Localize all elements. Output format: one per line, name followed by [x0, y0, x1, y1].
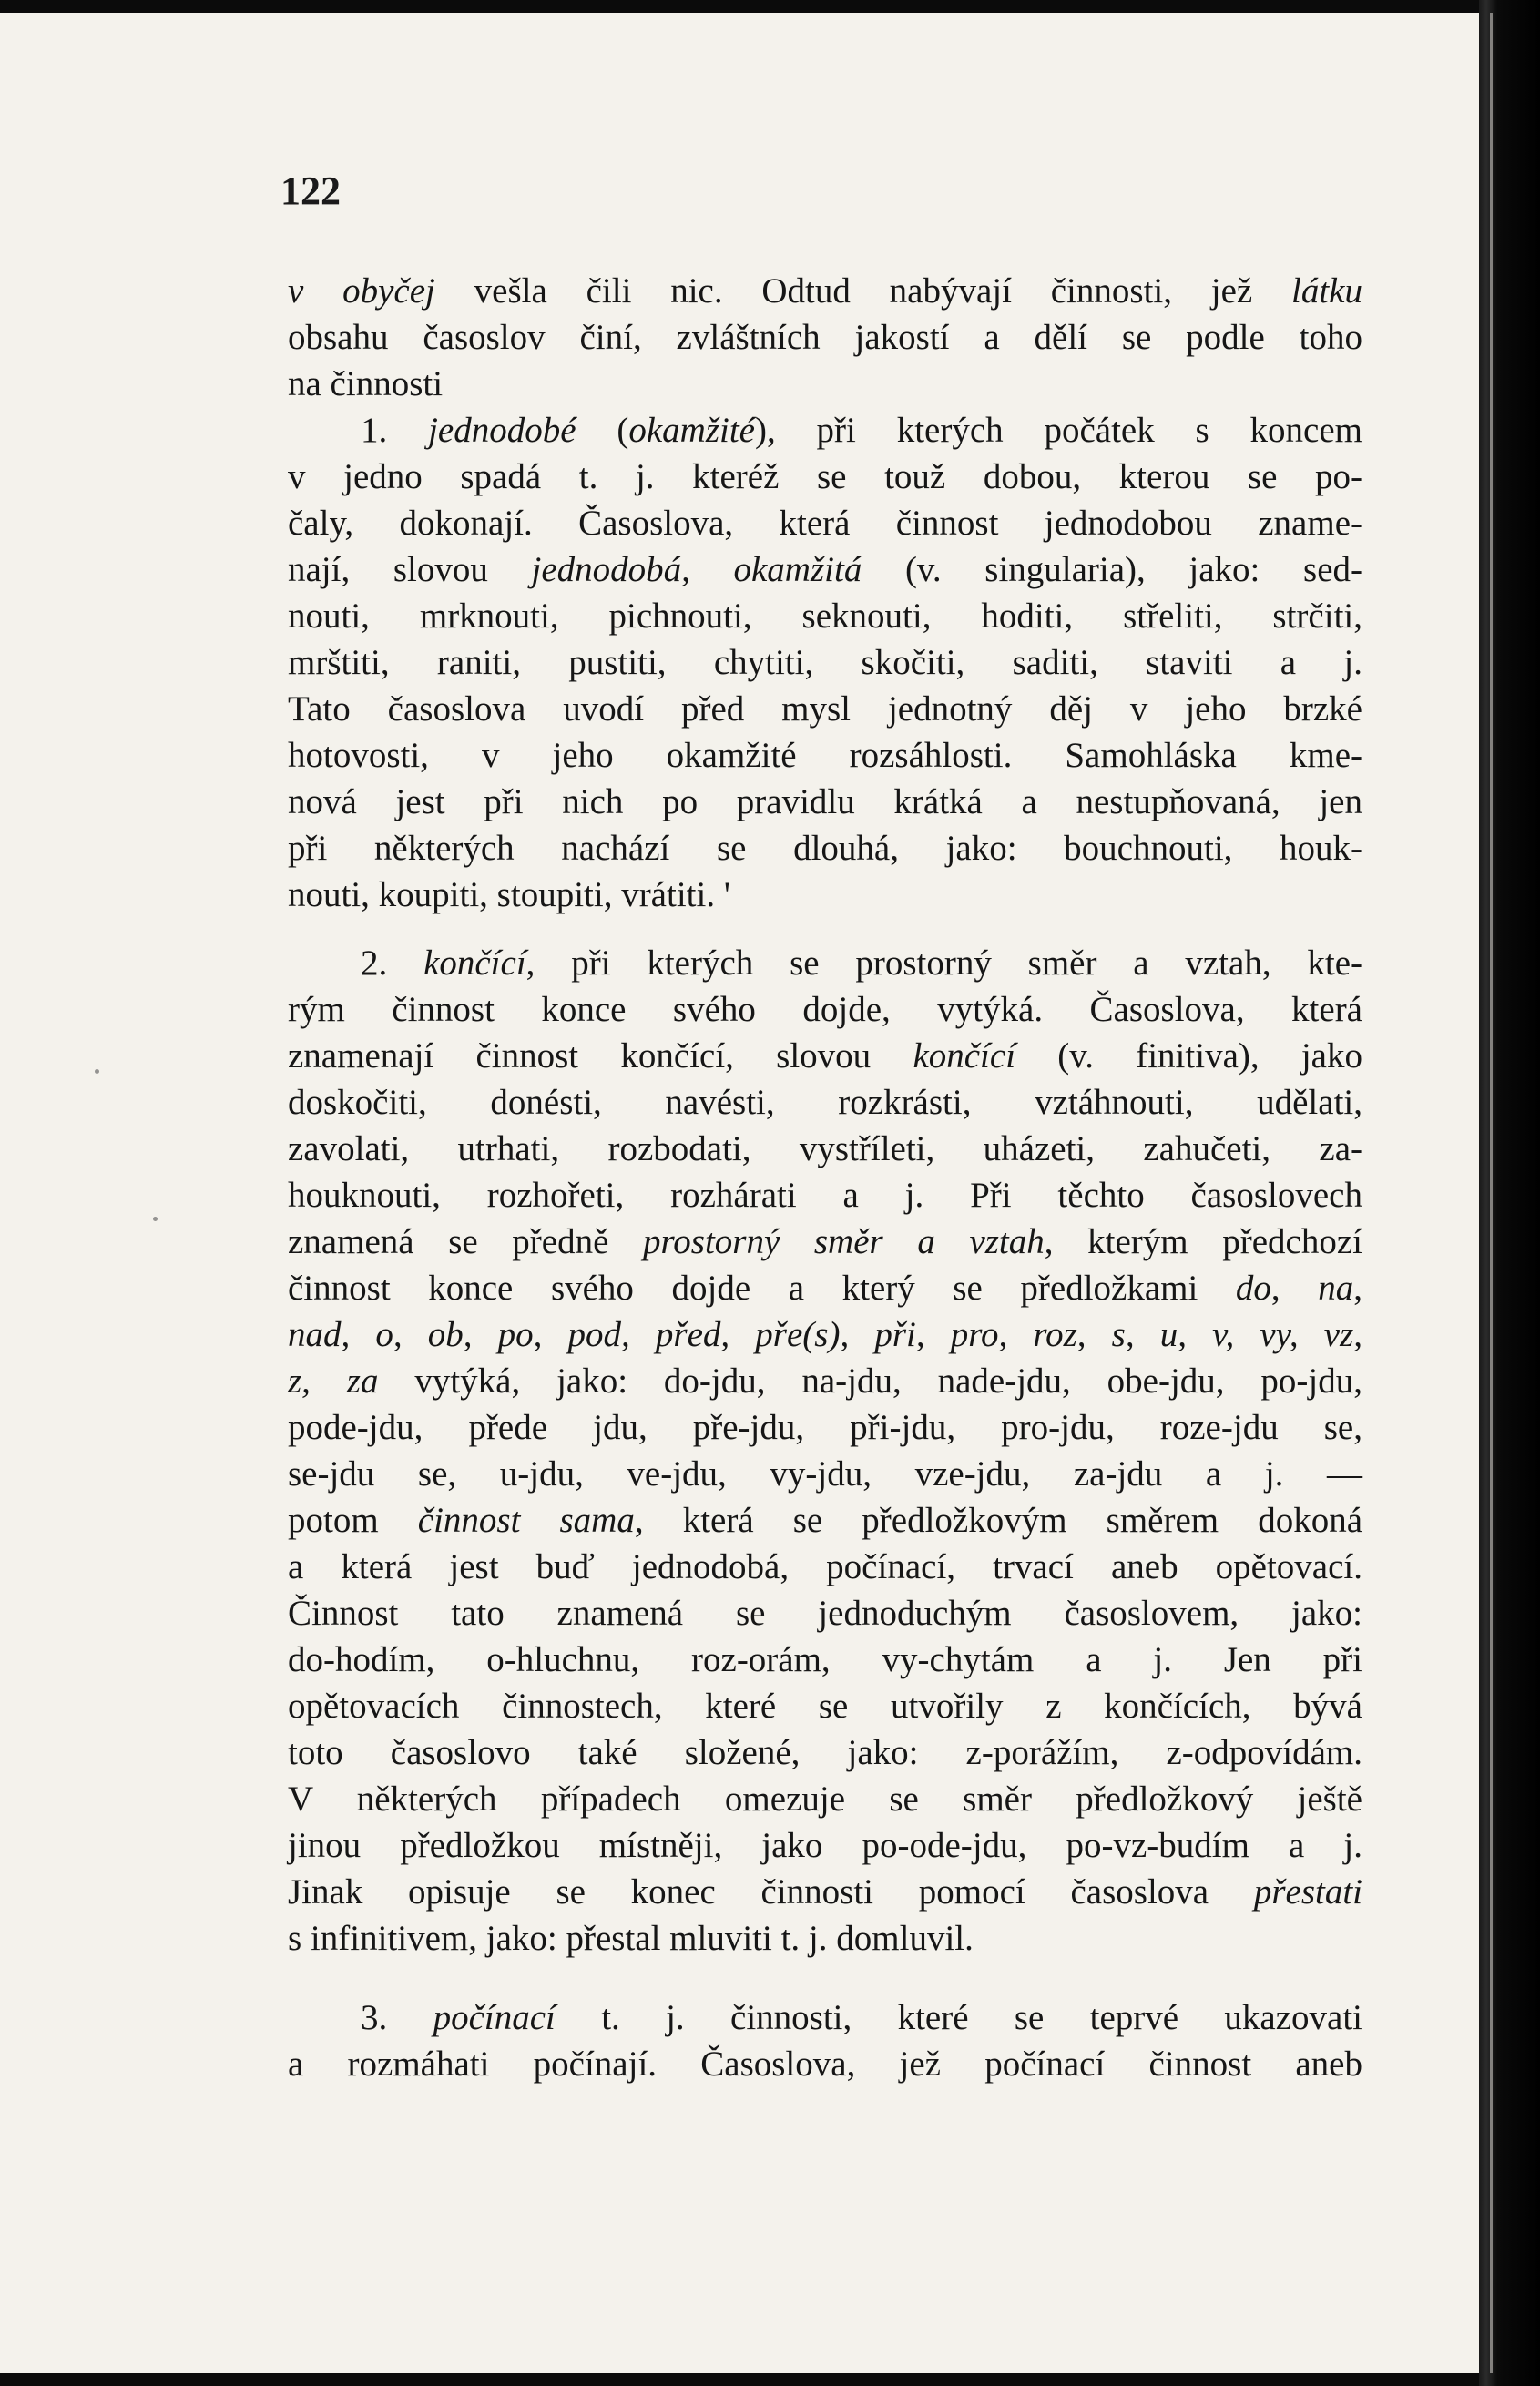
text-run: , — [1270, 1269, 1319, 1308]
text-run: ( — [576, 411, 629, 450]
italic-term: z, za — [288, 1361, 379, 1401]
text-line — [288, 546, 1362, 593]
text-line — [288, 1915, 1362, 1962]
text-line — [288, 1590, 1362, 1637]
text-run: pode-jdu, přede jdu, pře-jdu, při-jdu, pro-jdu, roze-jdu se, — [288, 1408, 1362, 1447]
italic-term: končící — [423, 943, 526, 983]
text-line — [288, 825, 1362, 872]
text-run: , kterým předchozí — [1044, 1222, 1362, 1261]
body-text — [288, 268, 1362, 2087]
text-run: s infinitivem, jako: přestal mluviti t. j. domluvil. — [288, 1919, 974, 1958]
book-page — [0, 13, 1479, 2373]
text-line — [288, 1729, 1362, 1776]
text-run: doskočiti, donésti, navésti, rozkrásti, vztáhnouti, udělati, — [288, 1083, 1362, 1122]
text-run: (v. finitiva), jako — [1015, 1036, 1362, 1076]
italic-term: přestati — [1253, 1872, 1362, 1912]
text-line — [288, 268, 1362, 314]
text-run: t. j. činnosti, které se teprvé ukazovati — [555, 1998, 1363, 2037]
text-run: znamená se předně — [288, 1222, 644, 1261]
text-run: rým činnost konce svého dojde, vytýká. Časoslova, která — [288, 990, 1362, 1029]
text-line — [288, 1126, 1362, 1172]
text-run: vytýká, jako: do-jdu, na-jdu, nade-jdu, obe-jdu, po-jdu, — [378, 1361, 1362, 1401]
text-line — [288, 1358, 1362, 1404]
text-line — [288, 1683, 1362, 1729]
text-line — [288, 1451, 1362, 1497]
italic-term: nad, o, ob, po, pod, před, pře(s), při, pro, roz, s, u, v, vy, vz, — [288, 1315, 1362, 1354]
text-run: , při kterých se prostorný směr a vztah, kte- — [525, 943, 1363, 983]
text-run: do-hodím, o-hluchnu, roz-orám, vy-chytám a j. Jen při — [288, 1640, 1362, 1679]
text-run: na činnosti — [288, 364, 444, 403]
text-line — [288, 1265, 1362, 1311]
page-number: 122 — [280, 168, 341, 213]
text-line — [288, 1311, 1362, 1358]
text-line — [288, 1079, 1362, 1126]
scan-speck — [153, 1217, 158, 1221]
text-run: obsahu časoslov činí, zvláštních jakostí a dělí se podle toho — [288, 318, 1362, 357]
text-run: činnost konce svého dojde a který se předložkami — [288, 1269, 1236, 1308]
text-run: čaly, dokonají. Časoslova, která činnost jednodobou zname- — [288, 504, 1362, 543]
page-edge-shadow — [1479, 0, 1540, 2386]
text-line — [288, 872, 1362, 918]
italic-term: v obyčej — [288, 271, 435, 311]
text-line — [288, 314, 1362, 361]
text-run: 2. — [361, 943, 424, 983]
italic-term: do — [1235, 1269, 1271, 1308]
text-run: v jedno spadá t. j. kteréž se touž dobou, kterou se po- — [288, 457, 1362, 496]
text-run: Jinak opisuje se konec činnosti pomocí časoslova — [288, 1872, 1254, 1912]
text-line — [288, 1497, 1362, 1544]
text-line — [288, 454, 1362, 500]
text-line — [288, 1404, 1362, 1451]
text-run: se-jdu se, u-jdu, ve-jdu, vy-jdu, vze-jdu, za-jdu a j. — — [288, 1454, 1362, 1494]
text-run: nají, slovou — [288, 550, 532, 589]
text-run: potom — [288, 1501, 418, 1540]
text-run: při některých nachází se dlouhá, jako: bouchnouti, houk- — [288, 829, 1362, 868]
text-line — [288, 593, 1362, 639]
text-line — [288, 732, 1362, 779]
text-run: (v. singularia), jako: sed- — [862, 550, 1362, 589]
text-run: hotovosti, v jeho okamžité rozsáhlosti. Samohláska kme- — [288, 736, 1362, 775]
text-line — [288, 779, 1362, 825]
text-run: a rozmáhati počínají. Časoslova, jež počínací činnost aneb — [288, 2044, 1362, 2084]
italic-term: látku — [1291, 271, 1362, 311]
italic-term: na — [1318, 1269, 1354, 1308]
text-run: znamenají činnost končící, slovou — [288, 1036, 913, 1076]
text-line — [288, 500, 1362, 546]
text-line — [288, 1869, 1362, 1915]
italic-term: prostorný směr a vztah — [643, 1222, 1045, 1261]
italic-term: okamžité — [628, 411, 755, 450]
text-line — [288, 940, 1362, 986]
text-line — [288, 2041, 1362, 2087]
text-run: V některých případech omezuje se směr předložkový ještě — [288, 1779, 1362, 1819]
text-line — [288, 986, 1362, 1033]
text-run: 1. — [361, 411, 429, 450]
text-line — [288, 407, 1362, 454]
italic-term: jednodobá, okamžitá — [531, 550, 862, 589]
text-run: , — [1353, 1269, 1363, 1308]
text-run: vešla čili nic. Odtud nabývají činnosti, jež — [434, 271, 1292, 311]
text-run: Tato časoslova uvodí před mysl jednotný děj v jeho brzké — [288, 689, 1362, 729]
italic-term: počínací — [433, 1998, 556, 2037]
text-line — [288, 1822, 1362, 1869]
text-line — [288, 1218, 1362, 1265]
text-run: nová jest při nich po pravidlu krátká a nestupňovaná, jen — [288, 782, 1362, 821]
text-line — [288, 639, 1362, 686]
text-line — [288, 361, 1362, 407]
text-run: nouti, mrknouti, pichnouti, seknouti, hoditi, střeliti, strčiti, — [288, 596, 1362, 636]
text-run: toto časoslovo také složené, jako: z-porážím, z-odpovídám. — [288, 1733, 1362, 1772]
text-line — [288, 686, 1362, 732]
text-line — [288, 1544, 1362, 1590]
text-run: Činnost tato znamená se jednoduchým časoslovem, jako: — [288, 1594, 1362, 1633]
italic-term: jednodobé — [428, 411, 576, 450]
text-run: ), při kterých počátek s koncem — [755, 411, 1362, 450]
text-line — [288, 1172, 1362, 1218]
text-run: houknouti, rozhořeti, rozhárati a j. Při těchto časoslovech — [288, 1176, 1362, 1215]
text-run: 3. — [361, 1998, 433, 2037]
text-run: nouti, koupiti, stoupiti, vrátiti. ' — [288, 875, 730, 914]
page-gutter-line — [1490, 13, 1493, 2373]
text-run: jinou předložkou místněji, jako po-ode-jdu, po-vz-budím a j. — [288, 1826, 1362, 1865]
text-run: mrštiti, raniti, pustiti, chytiti, skočiti, saditi, staviti a j. — [288, 643, 1362, 682]
scan-speck — [95, 1069, 99, 1074]
text-run: , která se předložkovým směrem dokoná — [634, 1501, 1363, 1540]
text-run: zavolati, utrhati, rozbodati, vystříleti, uházeti, zahučeti, za- — [288, 1129, 1362, 1168]
text-run: opětovacích činnostech, které se utvořily z končících, bývá — [288, 1687, 1362, 1726]
italic-term: činnost sama — [417, 1501, 635, 1540]
text-line — [288, 1637, 1362, 1683]
italic-term: končící — [913, 1036, 1016, 1076]
text-line — [288, 1033, 1362, 1079]
text-line — [288, 1776, 1362, 1822]
text-run: a která jest buď jednodobá, počínací, trvací aneb opětovací. — [288, 1547, 1362, 1586]
text-line — [288, 1994, 1362, 2041]
